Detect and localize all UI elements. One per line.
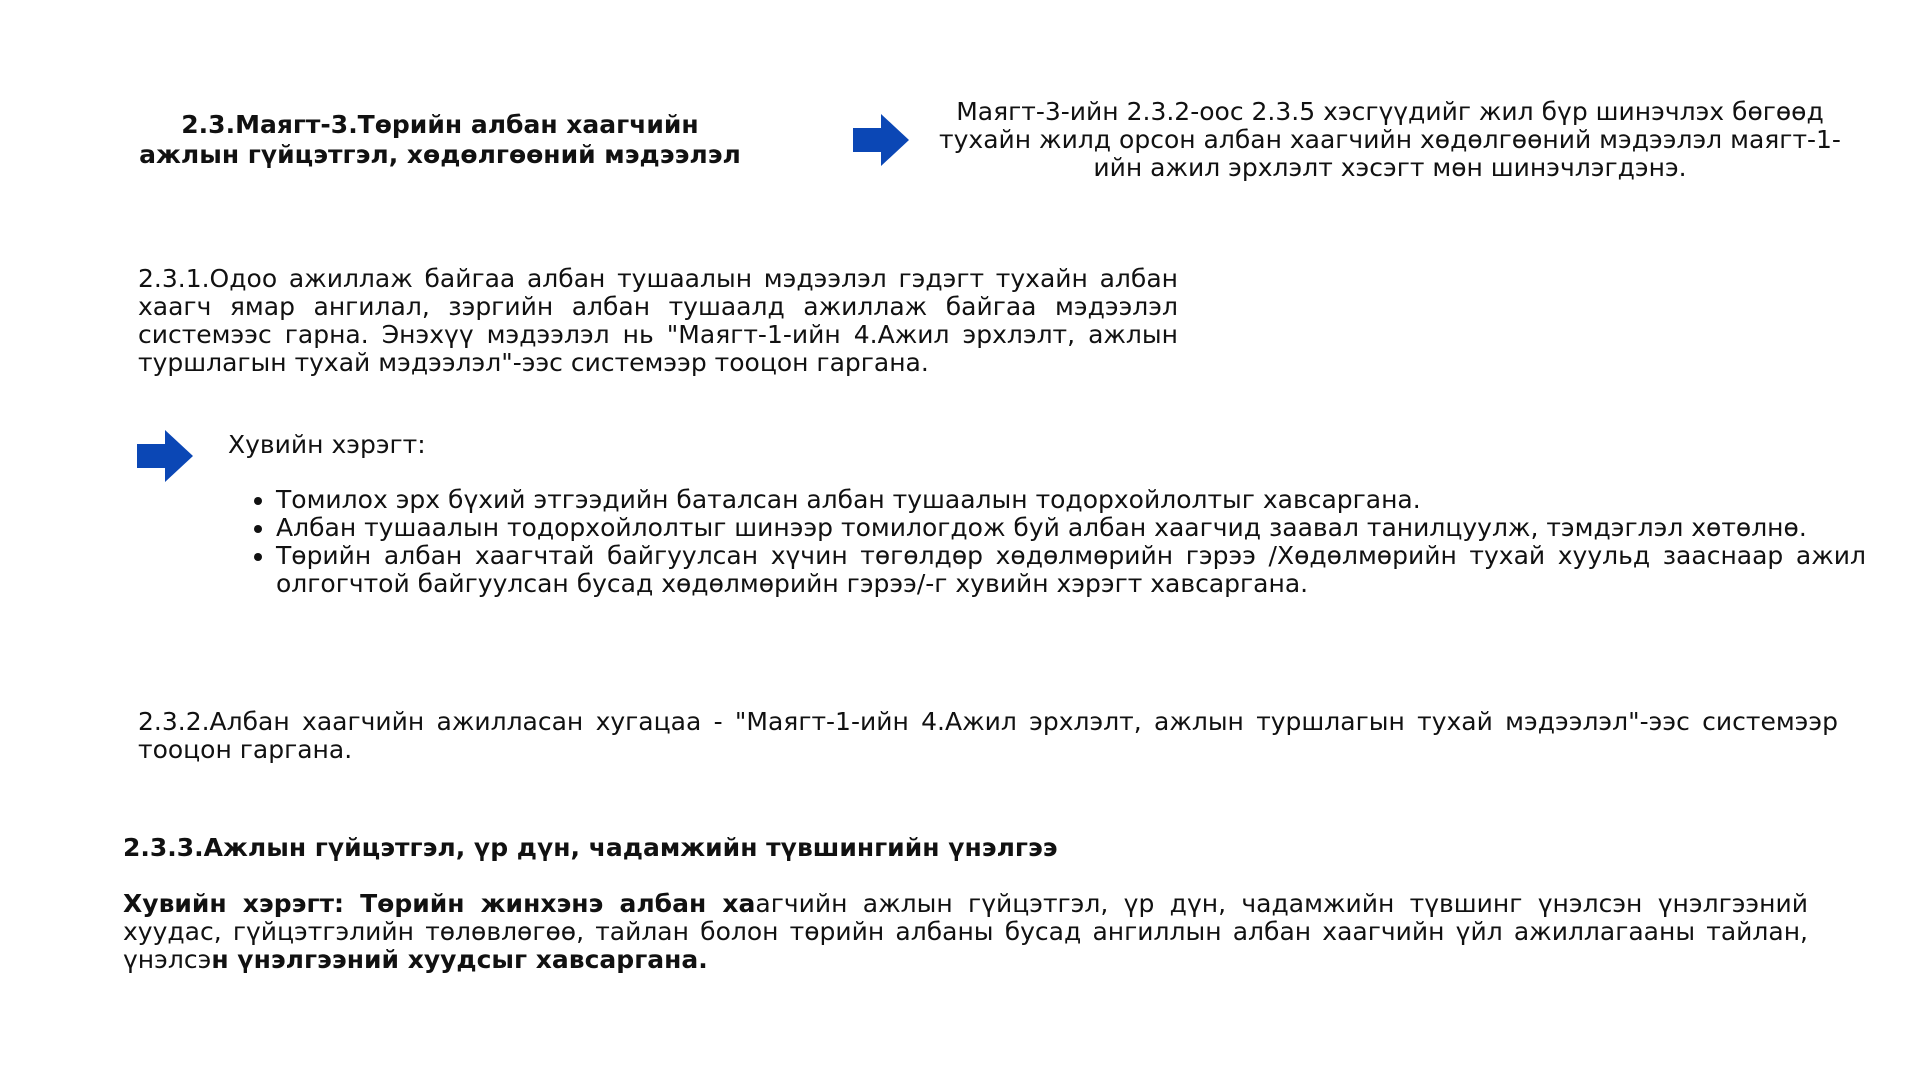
paragraph-2-3-3-bold-end: н үнэлгээний хуудсыг хавсаргана. xyxy=(211,945,708,974)
paragraph-2-3-3-body: агчийн ажлын гүйцэтгэл, үр дүн, чадамжийн түвшинг үнэлсэн үнэлгээний хуудас, гүйцэтгэлийн төлөвлөгөө, тайлан болон төрийн албаны бусад ангиллын албан хаагчийн үйл ажиллагааны тайлан, үнэлсэ xyxy=(123,889,1808,974)
right-arrow-icon xyxy=(853,114,909,166)
heading-2-3-3: 2.3.3.Ажлын гүйцэтгэл, үр дүн, чадамжийн түвшингийн үнэлгээ xyxy=(123,833,1058,862)
section-title: 2.3.Маягт-3.Төрийн албан хаагчийн ажлын гүйцэтгэл, хөдөлгөөний мэдээлэл xyxy=(139,110,741,169)
list-item: • Албан тушаалын тодорхойлолтыг шинээр томилогдож буй албан хаагчид заавал танилцуулж, тэмдэглэл хөтөлнө. xyxy=(276,514,1866,542)
requirements-list xyxy=(248,486,1866,598)
right-arrow-icon-shape xyxy=(853,114,909,166)
paragraph-2-3-1: 2.3.1.Одоо ажиллаж байгаа албан тушаалын мэдээлэл гэдэгт тухайн албан хаагч ямар ангилал, зэргийн албан тушаалд ажиллаж байгаа мэдээлэл системээс гарна. Энэхүү мэдээлэл нь "Маягт-1-ийн 4.Ажил эрхлэлт, ажлын туршлагын тухай мэдээлэл"-ээс системээр тооцон гаргана. xyxy=(138,264,1178,377)
list-item: • Төрийн албан хаагчтай байгуулсан хүчин төгөлдөр хөдөлмөрийн гэрээ /Хөдөлмөрийн тухай хуульд зааснаар ажил олгогчтой байгуулсан бусад хөдөлмөрийн гэрээ/-г хувийн хэрэгт хавсаргана. xyxy=(276,542,1866,598)
list-item: • Томилох эрх бүхий этгээдийн баталсан албан тушаалын тодорхойлолтыг хавсаргана. xyxy=(276,486,1866,514)
right-arrow-icon xyxy=(137,430,193,482)
personal-file-label: Хувийн хэрэгт: xyxy=(228,430,426,459)
paragraph-2-3-3-bold-start: Хувийн хэрэгт: Төрийн жинхэнэ албан ха xyxy=(123,889,756,918)
update-note: Маягт-3-ийн 2.3.2-оос 2.3.5 хэсгүүдийг жил бүр шинэчлэх бөгөөд тухайн жилд орсон албан хаагчийн хөдөлгөөний мэдээлэл маягт-1-ийн ажил эрхлэлт хэсэгт мөн шинэчлэгдэнэ. xyxy=(939,97,1841,182)
paragraph-2-3-2: 2.3.2.Албан хаагчийн ажилласан хугацаа - "Маягт-1-ийн 4.Ажил эрхлэлт, ажлын туршлагын тухай мэдээлэл"-ээс системээр тооцон гаргана. xyxy=(138,707,1838,764)
paragraph-2-3-3 xyxy=(123,890,1808,974)
right-arrow-icon-shape xyxy=(137,430,193,482)
